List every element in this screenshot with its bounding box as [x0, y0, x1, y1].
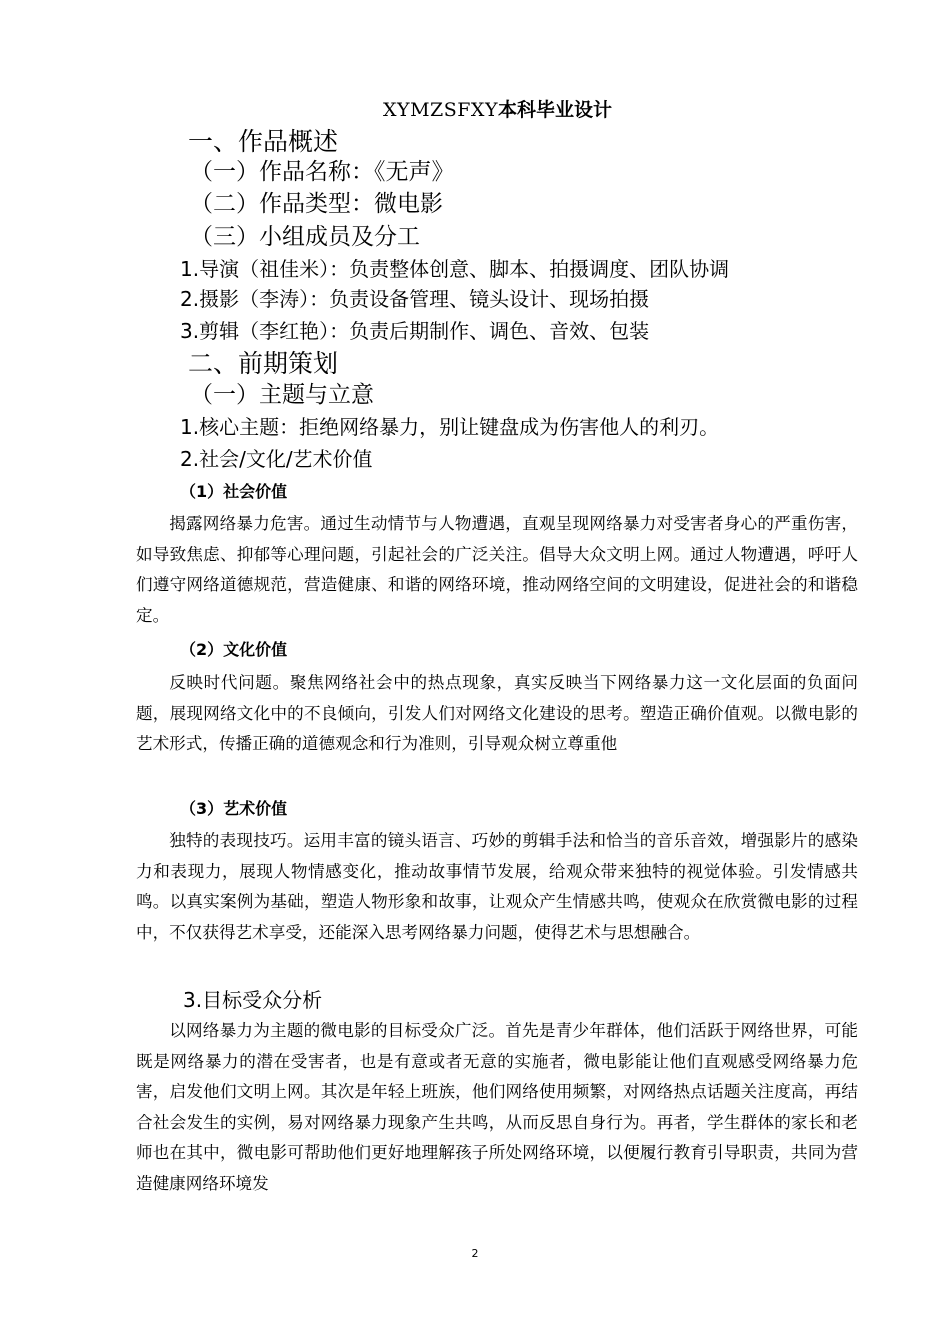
cultural-value-heading: （2）文化价值	[180, 640, 288, 659]
cultural-value-paragraph: 反映时代问题。聚焦网络社会中的热点现象，真实反映当下网络暴力这一文化层面的负面问题，展现网络文化中的不良倾向，引发人们对网络文化建设的思考。塑造正确价值观。以微电影的艺术形式，传播正确的道德观念和行为准则，引导观众树立尊重他	[136, 673, 858, 753]
audience-heading: 3.目标受众分析	[183, 988, 323, 1012]
artistic-value-heading: （3）艺术价值	[180, 799, 288, 818]
audience-paragraph: 以网络暴力为主题的微电影的目标受众广泛。首先是青少年群体，他们活跃于网络世界，可能既是网络暴力的潜在受害者，也是有意或者无意的实施者，微电影能让他们直观感受网络暴力危害，启发他们文明上网。其次是年轻上班族，他们网络使用频繁，对网络热点话题关注度高，再结合社会发生的实例，易对网络暴力现象产生共鸣，从而反思自身行为。再者，学生群体的家长和老师也在其中，微电影可帮助他们更好地理解孩子所处网络环境，以便履行教育引导职责，共同为营造健康网络环境发	[136, 1021, 858, 1193]
running-header	[383, 98, 612, 123]
team-member-editor: 3.剪辑（李红艳）：负责后期制作、调色、音效、包装	[180, 319, 650, 343]
social-value-heading: （1）社会价值	[180, 482, 288, 501]
header-latin: XYMZSFXY	[383, 99, 498, 121]
social-value-paragraph: 揭露网络暴力危害。通过生动情节与人物遭遇，直观呈现网络暴力对受害者身心的严重伤害，如导致焦虑、抑郁等心理问题，引起社会的广泛关注。倡导大众文明上网。通过人物遭遇，呼吁人们遵守网络道德规范，营造健康、和谐的网络环境，推动网络空间的文明建设，促进社会的和谐稳定。	[136, 514, 858, 625]
team-member-director: 1.导演（祖佳米）：负责整体创意、脚本、拍摄调度、团队协调	[180, 257, 730, 281]
core-theme: 1.核心主题：拒绝网络暴力，别让键盘成为伤害他人的利刃。	[180, 415, 720, 439]
page-number: 2	[471, 1247, 479, 1260]
subheading-work-type: （二）作品类型：微电影	[190, 191, 443, 217]
subheading-work-title: （一）作品名称：《无声》	[190, 159, 455, 185]
value-heading: 2.社会/文化/艺术价值	[180, 447, 373, 471]
section-heading-planning: 二、前期策划	[188, 349, 339, 378]
artistic-value-paragraph: 独特的表现技巧。运用丰富的镜头语言、巧妙的剪辑手法和恰当的音乐音效，增强影片的感染力和表现力，展现人物情感变化，推动故事情节发展，给观众带来独特的视觉体验。引发情感共鸣。以真实案例为基础，塑造人物形象和故事，让观众产生情感共鸣，使观众在欣赏微电影的过程中，不仅获得艺术享受，还能深入思考网络暴力问题，使得艺术与思想融合。	[136, 831, 858, 942]
section-heading-overview: 一、作品概述	[188, 127, 339, 156]
subheading-theme: （一）主题与立意	[190, 382, 374, 408]
subheading-team: （三）小组成员及分工	[190, 224, 420, 250]
team-member-camera: 2.摄影（李涛）：负责设备管理、镜头设计、现场拍摄	[180, 287, 650, 311]
header-cjk: 本科毕业设计	[498, 99, 613, 121]
